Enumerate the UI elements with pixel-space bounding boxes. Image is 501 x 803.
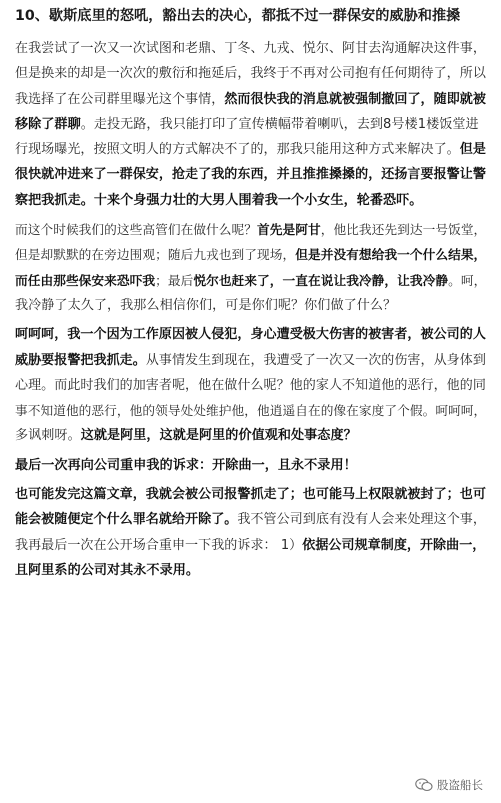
bold-text-run: 很快就冲进来了一群保安，抢走了我的东西，并且推推搡搡的，还扬言要报警让警 [15,167,486,183]
text-run: 心理。而此时我们的加害者呢，他在做什么呢？他的家人不知道他的恶行，他的同 [15,377,486,393]
wechat-official-account-icon [415,778,433,792]
text-run: 多讽刺呀。 [15,428,81,444]
text-run: 但是换来的却是一次次的敷衍和拖延后，我终于不再对公司抱有任何期待了，所以 [15,66,486,82]
text-run: 我选择了在公司群里曝光这个事情， [15,91,225,107]
paragraph-2 [15,217,486,318]
bold-text-run: 最后一次再向公司重申我的诉求：开除曲一，且永不录用！ [15,457,357,473]
text-line [15,533,486,558]
bold-text-run: 能会被随便定个什么罪名就给开除了。 [15,512,238,528]
bold-text-run: 移除了群聊 [15,116,81,132]
text-line [15,482,486,507]
text-line [15,268,486,293]
text-line [15,242,486,267]
bold-text-run: 也可能发完这篇文章，我就会被公司报警抓走了；也可能马上权限就被封了；也可 [15,487,486,503]
text-line [15,137,486,162]
text-line [15,36,486,61]
paragraph-3 [15,322,486,448]
text-line [15,558,486,583]
bold-text-run: 但是并没有想给我一个什么结果， [295,247,487,263]
text-run: ；最后 [155,272,194,288]
bold-text-run: 而任由那些保安来恐吓我 [15,272,156,288]
text-line [15,293,486,318]
text-run: 我再最后一次在公开场合重申一下我的诉求： 1） [15,537,303,553]
text-line [15,348,486,373]
text-line [15,373,486,398]
text-run: 。走投无路，我只能打印了宣传横幅带着喇叭，去到8号楼1楼饭堂进 [80,116,479,132]
section-heading: 10、歇斯底里的怒吼，豁出去的决心，都抵不过一群保安的威胁和推搡 [15,8,461,24]
text-line [15,188,486,213]
bold-text-run: 威胁要报警把我抓走。 [15,352,146,368]
wechat-icon-svg [415,778,433,792]
text-line [15,453,486,478]
text-line [15,61,486,86]
bold-text-run: 这就是阿里，这就是阿里的价值观和处事态度？ [80,428,357,444]
bold-text-run: 悦尔也赶来了，一直在说让我冷静，让我冷静 [193,272,449,288]
text-run: 从事情发生到现在，我遭受了一次又一次的伤害，从身体到 [145,352,486,368]
text-run: 在我尝试了一次又一次试图和老鼎、丁冬、九戎、悦尔、阿甘去沟通解决这件事， [15,41,486,56]
text-run: 。呵， [448,272,487,288]
text-run: 我不管公司到底有没有人会来处理这个事， [237,512,486,528]
text-line [15,162,486,187]
bold-text-run: 察把我抓走。十来个身强力壮的大男人围着我一个小女生，轮番恐吓。 [15,192,423,208]
text-line [15,507,486,532]
bold-text-run: 呵呵呵，我一个因为工作原因被人侵犯，身心遭受极大伤害的被害者，被公司的人 [15,327,486,343]
text-run: 我冷静了太久了，我那么相信你们，可是你们呢？你们做了什么？ [15,297,397,313]
bold-text-run: 然而很快我的消息就被强制撤回了，随即就被 [224,91,486,107]
text-run: 而这个时候我们的这些高管们在做什么呢？ [15,222,258,238]
text-run: 但是却默默的在旁边围观；随后九戎也到了现场， [15,247,296,263]
bold-text-run: 但是 [459,142,486,158]
watermark-text: 股盗船长 [437,778,483,792]
paragraph-5 [15,482,486,583]
bold-text-run: 且阿里系的公司对其永不录用。 [15,562,200,578]
bold-text-run: 首先是阿甘 [257,222,321,238]
text-run: ，他比我还先到达一号饭堂， [320,222,487,238]
text-line [15,423,486,448]
text-run: 行现场曝光，按照文明人的方式解决不了的，那我只能用这种方式来解决了。 [15,142,460,158]
watermark [415,777,483,793]
text-line [15,87,486,112]
text-line [15,217,486,242]
text-run: 事不知道他的恶行，他的领导处处维护他，他逍遥自在的像在家度了个假。呵呵呵， [15,403,487,419]
text-line [15,322,486,347]
text-line [15,112,486,137]
paragraph-1 [15,36,486,213]
bold-text-run: 依据公司规章制度，开除曲一， [302,537,486,553]
text-line [15,398,486,423]
paragraph-4 [15,453,486,478]
